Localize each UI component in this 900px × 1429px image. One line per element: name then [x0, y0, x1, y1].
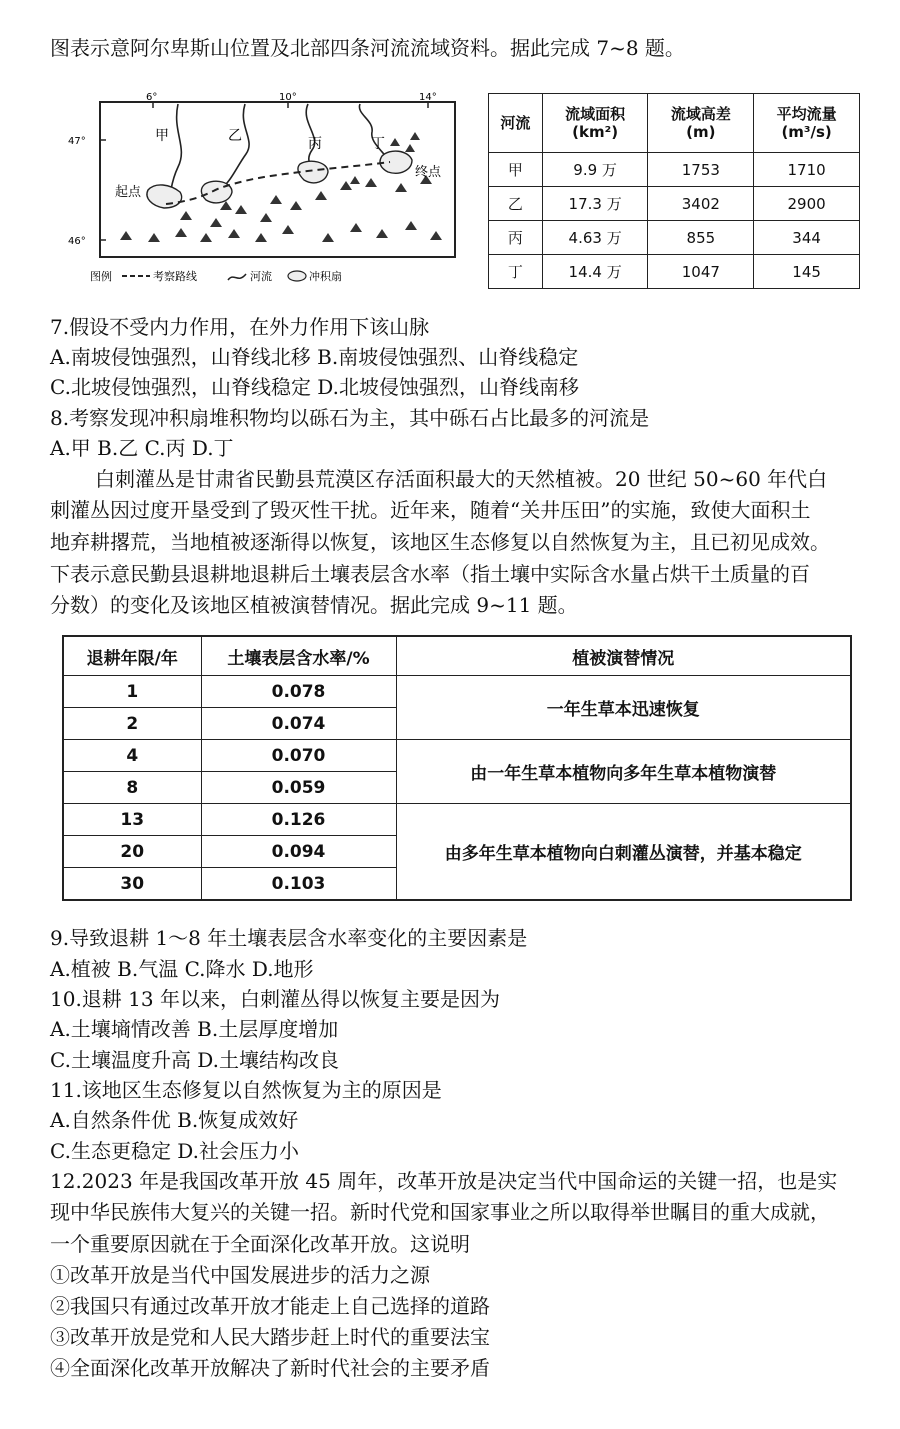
passage-line-5: 分数）的变化及该地区植被演替情况。据此完成 9~11 题。: [50, 593, 578, 617]
river-name: 丙: [489, 221, 543, 255]
table-row: [63, 804, 851, 836]
question-7: 7.假设不受内力作用，在外力作用下该山脉: [50, 315, 430, 339]
statement-1: ①改革开放是当代中国发展进步的活力之源: [50, 1263, 430, 1287]
question-12-line-3: 一个重要原因就在于全面深化改革开放。这说明: [50, 1232, 470, 1256]
question-12-line-2: 现中华民族伟大复兴的关键一招。新时代党和国家事业之所以取得举世瞩目的重大成就，: [50, 1200, 830, 1224]
statement-2: ②我国只有通过改革开放才能走上自己选择的道路: [50, 1294, 490, 1318]
years-cell: 13: [63, 804, 201, 836]
question-9: 9.导致退耕 1～8 年土壤表层含水率变化的主要因素是: [50, 926, 528, 950]
question-10-options-ab: A.土壤墒情改善 B.土层厚度增加: [50, 1017, 339, 1041]
average-flow: 1710: [754, 153, 860, 187]
average-flow: 344: [754, 221, 860, 255]
table-row: [489, 153, 860, 187]
average-flow: 2900: [754, 187, 860, 221]
table-row: [63, 676, 851, 708]
basin-area: 17.3 万: [542, 187, 648, 221]
succession-stage-2: 由一年生草本植物向多年生草本植物演替: [396, 740, 851, 804]
table-row: [63, 740, 851, 772]
lat-label-47: 47°: [68, 136, 86, 147]
table-row: [489, 187, 860, 221]
moisture-cell: 0.059: [201, 772, 396, 804]
question-11-options-cd: C.生态更稳定 D.社会压力小: [50, 1139, 299, 1163]
height-difference: 1753: [648, 153, 754, 187]
alps-map-figure: [60, 92, 475, 288]
succession-stage-3: 由多年生草本植物向白刺灌丛演替，并基本稳定: [396, 804, 851, 901]
lat-label-46: 46°: [68, 236, 86, 247]
statement-4: ④全面深化改革开放解决了新时代社会的主要矛盾: [50, 1356, 490, 1380]
question-7-options-cd: C.北坡侵蚀强烈，山脊线稳定 D.北坡侵蚀强烈，山脊线南移: [50, 375, 579, 399]
river-label-jia: 甲: [155, 128, 169, 144]
intro-q7-8: 图表示意阿尔卑斯山位置及北部四条河流流域资料。据此完成 7~8 题。: [50, 36, 685, 60]
moisture-cell: 0.126: [201, 804, 396, 836]
basin-area: 9.9 万: [542, 153, 648, 187]
fan-yi: [201, 181, 232, 203]
river-name: 丁: [489, 255, 543, 289]
succession-stage-1: 一年生草本迅速恢复: [396, 676, 851, 740]
river-table-header-height: 流域高差 (m): [648, 94, 754, 153]
height-difference: 855: [648, 221, 754, 255]
average-flow: 145: [754, 255, 860, 289]
table-row: [489, 255, 860, 289]
years-cell: 1: [63, 676, 201, 708]
basin-area: 4.63 万: [542, 221, 648, 255]
table-row: [489, 221, 860, 255]
question-8-options: A.甲 B.乙 C.丙 D.丁: [50, 436, 234, 460]
legend-fan-label: 冲积扇: [309, 270, 342, 283]
moisture-cell: 0.074: [201, 708, 396, 740]
river-name: 乙: [489, 187, 543, 221]
years-cell: 2: [63, 708, 201, 740]
years-cell: 8: [63, 772, 201, 804]
lon-label-14: 14°: [419, 92, 437, 103]
lon-label-6: 6°: [146, 92, 158, 103]
moisture-cell: 0.078: [201, 676, 396, 708]
statement-3: ③改革开放是党和人民大踏步赶上时代的重要法宝: [50, 1325, 490, 1349]
start-label: 起点: [115, 185, 142, 200]
question-11-options-ab: A.自然条件优 B.恢复成效好: [50, 1108, 299, 1132]
header-succession: 植被演替情况: [396, 636, 851, 676]
height-difference: 1047: [648, 255, 754, 289]
legend-river-label: 河流: [250, 270, 272, 283]
legend-fan-symbol: [288, 271, 306, 281]
passage-line-1: 白刺灌丛是甘肃省民勤县荒漠区存活面积最大的天然植被。20 世纪 50~60 年代白: [95, 467, 828, 491]
header-years: 退耕年限/年: [63, 636, 201, 676]
river-label-bing: 丙: [308, 136, 322, 152]
fan-ding: [380, 151, 412, 173]
river-label-yi: 乙: [228, 128, 242, 144]
veg-table-header-row: [63, 636, 851, 676]
years-cell: 4: [63, 740, 201, 772]
basin-area: 14.4 万: [542, 255, 648, 289]
map-frame: [100, 102, 455, 257]
years-cell: 20: [63, 836, 201, 868]
river-name: 甲: [489, 153, 543, 187]
river-yi: [220, 104, 249, 190]
question-12-line-1: 12.2023 年是我国改革开放 45 周年，改革开放是决定当代中国命运的关键一招，也是实: [50, 1169, 838, 1193]
river-label-ding: 丁: [371, 136, 385, 152]
river-table-header-area: 流域面积 (km²): [542, 94, 648, 153]
header-moisture: 土壤表层含水率/%: [201, 636, 396, 676]
passage-line-2: 刺灌丛因过度开垦受到了毁灭性干扰。近年来，随着“关井压田”的实施，致使大面积土: [50, 498, 811, 522]
question-10-options-cd: C.土壤温度升高 D.土壤结构改良: [50, 1048, 339, 1072]
river-table-header-flow: 平均流量 (m³/s): [754, 94, 860, 153]
vegetation-succession-table: [62, 635, 852, 901]
question-7-options-ab: A.南坡侵蚀强烈，山脊线北移 B.南坡侵蚀强烈、山脊线稳定: [50, 345, 579, 369]
river-jia: [168, 104, 181, 200]
alps-map: [60, 92, 475, 288]
fan-bing: [298, 161, 328, 183]
river-table-header-row: [489, 94, 860, 153]
moisture-cell: 0.103: [201, 868, 396, 901]
years-cell: 30: [63, 868, 201, 901]
question-10: 10.退耕 13 年以来，白刺灌丛得以恢复主要是因为: [50, 987, 500, 1011]
passage-line-3: 地弃耕撂荒，当地植被逐渐得以恢复，该地区生态修复以自然恢复为主，且已初见成效。: [50, 530, 830, 554]
river-data-table: [488, 93, 860, 289]
legend-title: 图例: [90, 270, 112, 283]
river-table-header-river: 河流: [489, 94, 543, 153]
legend-river-symbol: [228, 274, 246, 280]
moisture-cell: 0.094: [201, 836, 396, 868]
question-9-options: A.植被 B.气温 C.降水 D.地形: [50, 957, 314, 981]
passage-line-4: 下表示意民勤县退耕地退耕后土壤表层含水率（指土壤中实际含水量占烘干土质量的百: [50, 562, 810, 586]
question-11: 11.该地区生态修复以自然恢复为主的原因是: [50, 1078, 442, 1102]
legend-route-label: 考察路线: [153, 270, 197, 283]
fan-jia: [147, 185, 182, 208]
end-label: 终点: [415, 165, 442, 180]
question-8: 8.考察发现冲积扇堆积物均以砾石为主，其中砾石占比最多的河流是: [50, 406, 650, 430]
height-difference: 3402: [648, 187, 754, 221]
moisture-cell: 0.070: [201, 740, 396, 772]
lon-label-10: 10°: [279, 92, 297, 103]
